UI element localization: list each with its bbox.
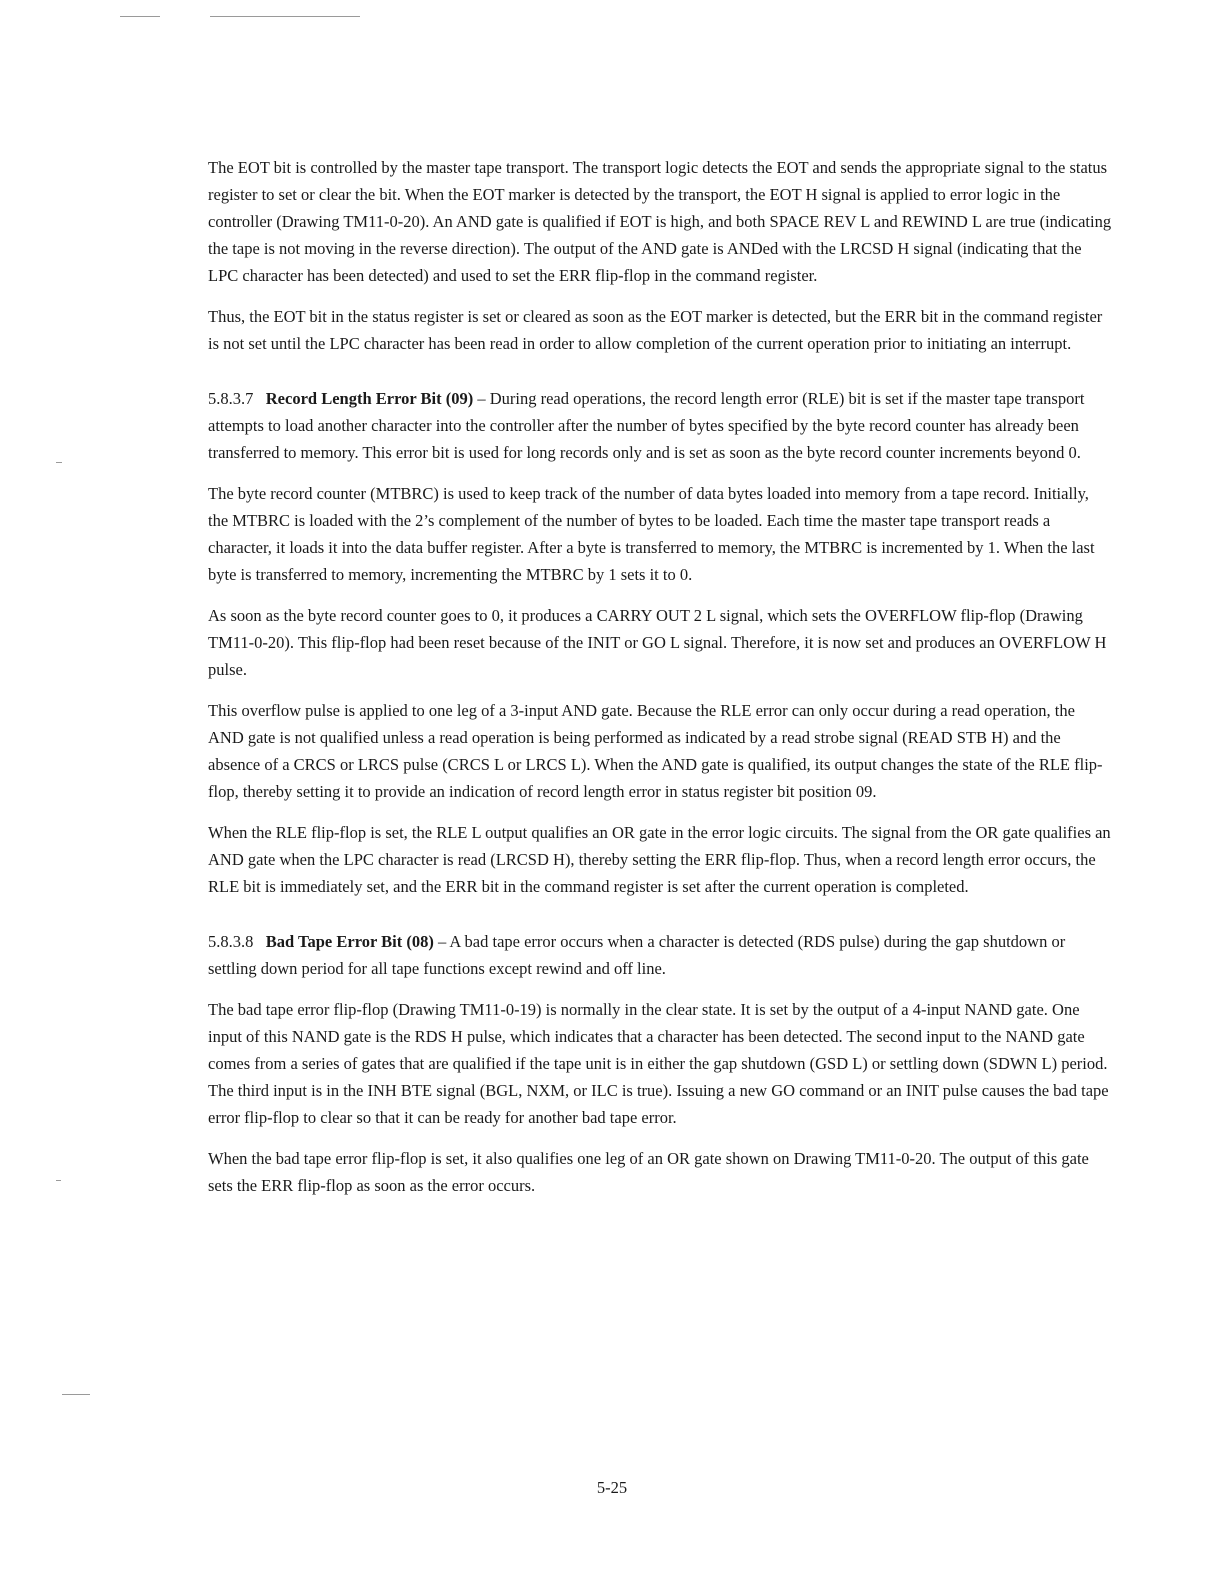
paragraph-eot-summary: Thus, the EOT bit in the status register is set or cleared as soon as the EOT marker is detected, but the ERR bit in the command register is not set until the LPC character has been read in order to allow completion of the current operation prior to initiating an interrupt. (208, 307, 1103, 353)
section-5-8-3-8 (208, 928, 1112, 982)
scan-speck (120, 16, 160, 17)
paragraph-err-flip-flop: When the bad tape error flip-flop is set, it also qualifies one leg of an OR gate shown on Drawing TM11-0-20. The output of this gate sets the ERR flip-flop as soon as the error occurs. (208, 1149, 1089, 1195)
paragraph-bad-tape-flip-flop: The bad tape error flip-flop (Drawing TM11-0-19) is normally in the clear state. It is set by the output of a 4-input NAND gate. One input of this NAND gate is the RDS H pulse, which indicates that a character has been detected. The second input to the NAND gate comes from a series of gates that are qualified if the tape unit is in either the gap shutdown (GSD L) or settling down (SDWN L) period. The third input is in the INH BTE signal (BGL, NXM, or ILC is true). Issuing a new GO command or an INIT pulse causes the bad tape error flip-flop to clear so that it can be ready for another bad tape error. (208, 1000, 1109, 1127)
section-text: – A bad tape error occurs when a character is detected (RDS pulse) during the gap shutdown or settling down period for all tape functions except rewind and off line. (208, 932, 1066, 978)
section-text: – During read operations, the record length error (RLE) bit is set if the master tape transport attempts to load another character into the controller after the number of bytes specified by the byte record counter has already been transferred to memory. This error bit is used for long records only and is set as soon as the byte record counter increments beyond 0. (208, 389, 1085, 462)
section-number: 5.8.3.7 (208, 389, 254, 408)
paragraph-eot-bit: The EOT bit is controlled by the master tape transport. The transport logic detects the EOT and sends the appropriate signal to the status register to set or clear the bit. When the EOT marker is detected by the transport, the EOT H signal is applied to error logic in the controller (Drawing TM11-0-20). An AND gate is qualified if EOT is high, and both SPACE REV L and REWIND L are true (indicating the tape is not moving in the reverse direction). The output of the AND gate is ANDed with the LRCSD H signal (indicating that the LPC character has been detected) and used to set the ERR flip-flop in the command register. (208, 158, 1112, 285)
scan-speck (210, 16, 360, 17)
scan-speck (56, 1180, 61, 1181)
paragraph-mtbrc: The byte record counter (MTBRC) is used to keep track of the number of data bytes loaded into memory from a tape record. Initially, the MTBRC is loaded with the 2’s complement of the number of bytes to be loaded. Each time the master tape transport reads a character, it loads it into the data buffer register. After a byte is transferred to memory, the MTBRC is incremented by 1. When the last byte is transferred to memory, incrementing the MTBRC by 1 sets it to 0. (208, 484, 1095, 584)
scan-speck (56, 462, 62, 463)
document-page (208, 154, 1112, 1213)
section-title: Record Length Error Bit (09) (265, 389, 474, 408)
paragraph-overflow: As soon as the byte record counter goes to 0, it produces a CARRY OUT 2 L signal, which sets the OVERFLOW flip-flop (Drawing TM11-0-20). This flip-flop had been reset because of the INIT or GO L signal. Therefore, it is now set and produces an OVERFLOW H pulse. (208, 606, 1107, 679)
scan-speck (62, 1394, 90, 1395)
paragraph-rle-flip-flop: When the RLE flip-flop is set, the RLE L output qualifies an OR gate in the error logic circuits. The signal from the OR gate qualifies an AND gate when the LPC character is read (LRCSD H), thereby setting the ERR flip-flop. Thus, when a record length error occurs, the RLE bit is immediately set, and the ERR bit in the command register is set after the current operation is completed. (208, 823, 1111, 896)
paragraph-and-gate: This overflow pulse is applied to one leg of a 3-input AND gate. Because the RLE error can only occur during a read operation, the AND gate is not qualified unless a read operation is being performed as indicated by a read strobe signal (READ STB H) and the absence of a CRCS or LRCS pulse (CRCS L or LRCS L). When the AND gate is qualified, its output changes the state of the RLE flip-flop, thereby setting it to provide an indication of record length error in status register bit position 09. (208, 701, 1103, 801)
page-number: 5-25 (596, 1478, 628, 1497)
section-number: 5.8.3.8 (208, 932, 254, 951)
section-title: Bad Tape Error Bit (08) (265, 932, 434, 951)
section-5-8-3-7 (208, 385, 1112, 466)
